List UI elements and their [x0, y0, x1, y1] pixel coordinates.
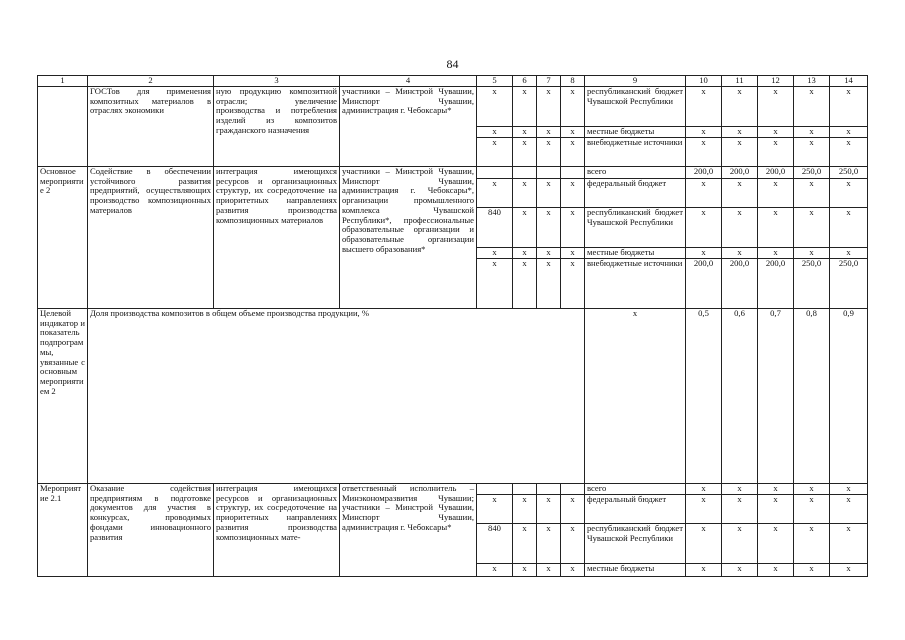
- year-value-cell: x: [686, 524, 722, 564]
- code-cell: [537, 167, 561, 179]
- column-header: 2: [88, 76, 214, 87]
- year-value-cell: x: [722, 127, 758, 138]
- code-cell: x: [561, 127, 585, 138]
- code-cell: x: [513, 524, 537, 564]
- code-cell: x: [561, 179, 585, 208]
- year-value-cell: 200,0: [722, 167, 758, 179]
- year-value-cell: x: [722, 248, 758, 259]
- funding-source-cell: федеральный бюджет: [585, 495, 686, 524]
- year-value-cell: x: [794, 248, 830, 259]
- funding-source-cell: внебюджетные источники: [585, 259, 686, 309]
- code-cell: x: [537, 248, 561, 259]
- year-value-cell: 250,0: [794, 259, 830, 309]
- description-cell: ГОСТов для применения композитных материалов в отраслях экономики: [88, 87, 214, 167]
- code-cell: x: [537, 524, 561, 564]
- year-value-cell: 200,0: [686, 167, 722, 179]
- year-value-cell: x: [686, 484, 722, 495]
- year-value-cell: x: [794, 179, 830, 208]
- year-value-cell: x: [722, 495, 758, 524]
- code-cell: x: [513, 564, 537, 577]
- year-value-cell: 200,0: [758, 167, 794, 179]
- code-cell: x: [477, 179, 513, 208]
- year-value-cell: 200,0: [686, 259, 722, 309]
- code-cell: x: [561, 87, 585, 127]
- year-value-cell: x: [722, 208, 758, 248]
- year-value-cell: x: [758, 87, 794, 127]
- year-value-cell: x: [722, 564, 758, 577]
- year-value-cell: x: [686, 495, 722, 524]
- program-table: [37, 75, 868, 577]
- code-cell: x: [513, 495, 537, 524]
- code-cell: x: [477, 564, 513, 577]
- header-row: [38, 76, 868, 87]
- year-value-cell: x: [830, 495, 868, 524]
- table-body: [38, 76, 868, 577]
- year-value-cell: x: [722, 138, 758, 167]
- code-cell: x: [561, 524, 585, 564]
- code-cell: x: [513, 248, 537, 259]
- code-cell: x: [537, 564, 561, 577]
- participants-cell: ответственный исполнитель – Минэкономразвития Чувашии; участники – Минстрой Чувашии, Минспорт Чувашии, администрация г. Чебоксары*: [340, 484, 477, 577]
- indicator-name-cell: Целевой индикатор и показатель подпрограммы, увязанные с основным мероприятием 2: [38, 309, 88, 484]
- description-cell: Оказание содействия предприятиям в подготовке документов для участия в конкурсах, проводимых фондами инновационного развития: [88, 484, 214, 577]
- column-header: 7: [537, 76, 561, 87]
- year-value-cell: x: [794, 484, 830, 495]
- year-value-cell: x: [794, 138, 830, 167]
- code-cell: 840: [477, 524, 513, 564]
- year-value-cell: x: [686, 208, 722, 248]
- column-header: 1: [38, 76, 88, 87]
- column-header: 11: [722, 76, 758, 87]
- year-value-cell: x: [830, 564, 868, 577]
- column-header: 6: [513, 76, 537, 87]
- code-cell: x: [477, 87, 513, 127]
- year-value-cell: x: [722, 87, 758, 127]
- funding-source-cell: республиканский бюджет Чувашской Республики: [585, 87, 686, 127]
- code-cell: x: [477, 495, 513, 524]
- year-value-cell: x: [830, 484, 868, 495]
- funding-source-cell: федеральный бюджет: [585, 179, 686, 208]
- indicator-text-cell: Доля производства композитов в общем объеме производства продукции, %: [88, 309, 585, 484]
- code-cell: x: [477, 248, 513, 259]
- result-cell: интеграция имеющихся ресурсов и организационных структур, их сосредоточение на приоритетных направлениях развития производства композиционных материалов: [214, 167, 340, 309]
- code-cell: [537, 484, 561, 495]
- year-value-cell: 0,7: [758, 309, 794, 484]
- funding-source-cell: всего: [585, 167, 686, 179]
- year-value-cell: 250,0: [830, 167, 868, 179]
- code-cell: x: [513, 87, 537, 127]
- year-value-cell: x: [794, 524, 830, 564]
- code-cell: x: [477, 127, 513, 138]
- year-value-cell: x: [758, 248, 794, 259]
- activity-name-cell: Основное мероприятие 2: [38, 167, 88, 309]
- column-header: 9: [585, 76, 686, 87]
- code-cell: x: [537, 127, 561, 138]
- year-value-cell: x: [722, 524, 758, 564]
- code-cell: x: [561, 248, 585, 259]
- year-value-cell: x: [758, 208, 794, 248]
- column-header: 10: [686, 76, 722, 87]
- code-cell: x: [561, 208, 585, 248]
- column-header: 4: [340, 76, 477, 87]
- result-cell: ную продукцию композитной отрасли; увеличение производства и потребления изделий из композитов гражданского назначения: [214, 87, 340, 167]
- year-value-cell: x: [830, 248, 868, 259]
- year-value-cell: x: [794, 87, 830, 127]
- code-cell: x: [537, 259, 561, 309]
- code-cell: x: [537, 208, 561, 248]
- year-value-cell: x: [686, 138, 722, 167]
- table-row: [38, 484, 868, 495]
- funding-source-cell: всего: [585, 484, 686, 495]
- code-cell: 840: [477, 208, 513, 248]
- year-value-cell: 250,0: [830, 259, 868, 309]
- table-row: [38, 167, 868, 179]
- year-value-cell: x: [794, 208, 830, 248]
- year-value-cell: x: [758, 495, 794, 524]
- year-value-cell: x: [758, 564, 794, 577]
- year-value-cell: 0,8: [794, 309, 830, 484]
- year-value-cell: x: [686, 127, 722, 138]
- page-number: 84: [446, 57, 459, 71]
- year-value-cell: 200,0: [722, 259, 758, 309]
- code-cell: [561, 484, 585, 495]
- year-value-cell: 0,6: [722, 309, 758, 484]
- year-value-cell: x: [758, 138, 794, 167]
- column-header: 13: [794, 76, 830, 87]
- year-value-cell: x: [758, 127, 794, 138]
- activity-name-cell: Мероприятие 2.1: [38, 484, 88, 577]
- column-header: 3: [214, 76, 340, 87]
- year-value-cell: 200,0: [758, 259, 794, 309]
- indicator-row: [38, 309, 868, 484]
- code-cell: x: [537, 87, 561, 127]
- funding-source-cell: республиканский бюджет Чувашской Республики: [585, 208, 686, 248]
- funding-source-cell: местные бюджеты: [585, 248, 686, 259]
- code-cell: x: [513, 127, 537, 138]
- result-cell: интеграция имеющихся ресурсов и организационных структур, их сосредоточение на приоритетных направлениях развития производства композиционных мате-: [214, 484, 340, 577]
- code-cell: x: [513, 208, 537, 248]
- code-cell: [477, 167, 513, 179]
- code-cell: x: [537, 495, 561, 524]
- funding-source-cell: республиканский бюджет Чувашской Республики: [585, 524, 686, 564]
- funding-source-cell: внебюджетные источники: [585, 138, 686, 167]
- code-cell: [561, 167, 585, 179]
- year-value-cell: 0,9: [830, 309, 868, 484]
- year-value-cell: x: [830, 179, 868, 208]
- code-cell: x: [513, 179, 537, 208]
- year-value-cell: x: [830, 524, 868, 564]
- year-value-cell: x: [758, 524, 794, 564]
- funding-source-cell: местные бюджеты: [585, 127, 686, 138]
- funding-source-cell: x: [585, 309, 686, 484]
- code-cell: x: [561, 138, 585, 167]
- code-cell: [513, 167, 537, 179]
- column-header: 5: [477, 76, 513, 87]
- year-value-cell: x: [722, 179, 758, 208]
- code-cell: x: [513, 138, 537, 167]
- participants-cell: участники – Минстрой Чувашии, Минспорт Чувашии, администрация г. Чебоксары*: [340, 87, 477, 167]
- code-cell: x: [561, 495, 585, 524]
- year-value-cell: x: [794, 495, 830, 524]
- participants-cell: участники – Минстрой Чувашии, Минспорт Чувашии, администрация г. Чебоксары*, организации промышленного комплекса Чувашской Республики*, профессиональные образовательные организации и образовательные организации высшего образования*: [340, 167, 477, 309]
- code-cell: x: [537, 138, 561, 167]
- code-cell: x: [513, 259, 537, 309]
- year-value-cell: x: [794, 127, 830, 138]
- year-value-cell: x: [686, 248, 722, 259]
- year-value-cell: x: [686, 564, 722, 577]
- year-value-cell: 0,5: [686, 309, 722, 484]
- code-cell: x: [561, 564, 585, 577]
- year-value-cell: 250,0: [794, 167, 830, 179]
- empty-cell: [38, 87, 88, 167]
- code-cell: x: [561, 259, 585, 309]
- table-row: [38, 87, 868, 127]
- year-value-cell: x: [758, 484, 794, 495]
- column-header: 14: [830, 76, 868, 87]
- year-value-cell: x: [830, 208, 868, 248]
- column-header: 12: [758, 76, 794, 87]
- funding-source-cell: местные бюджеты: [585, 564, 686, 577]
- description-cell: Содействие в обеспечении устойчивого развития предприятий, осуществляющих производство композиционных материалов: [88, 167, 214, 309]
- year-value-cell: x: [830, 87, 868, 127]
- year-value-cell: x: [686, 179, 722, 208]
- year-value-cell: x: [758, 179, 794, 208]
- year-value-cell: x: [794, 564, 830, 577]
- code-cell: x: [477, 259, 513, 309]
- year-value-cell: x: [722, 484, 758, 495]
- code-cell: x: [477, 138, 513, 167]
- column-header: 8: [561, 76, 585, 87]
- year-value-cell: x: [686, 87, 722, 127]
- year-value-cell: x: [830, 138, 868, 167]
- year-value-cell: x: [830, 127, 868, 138]
- code-cell: [477, 484, 513, 495]
- code-cell: [513, 484, 537, 495]
- code-cell: x: [537, 179, 561, 208]
